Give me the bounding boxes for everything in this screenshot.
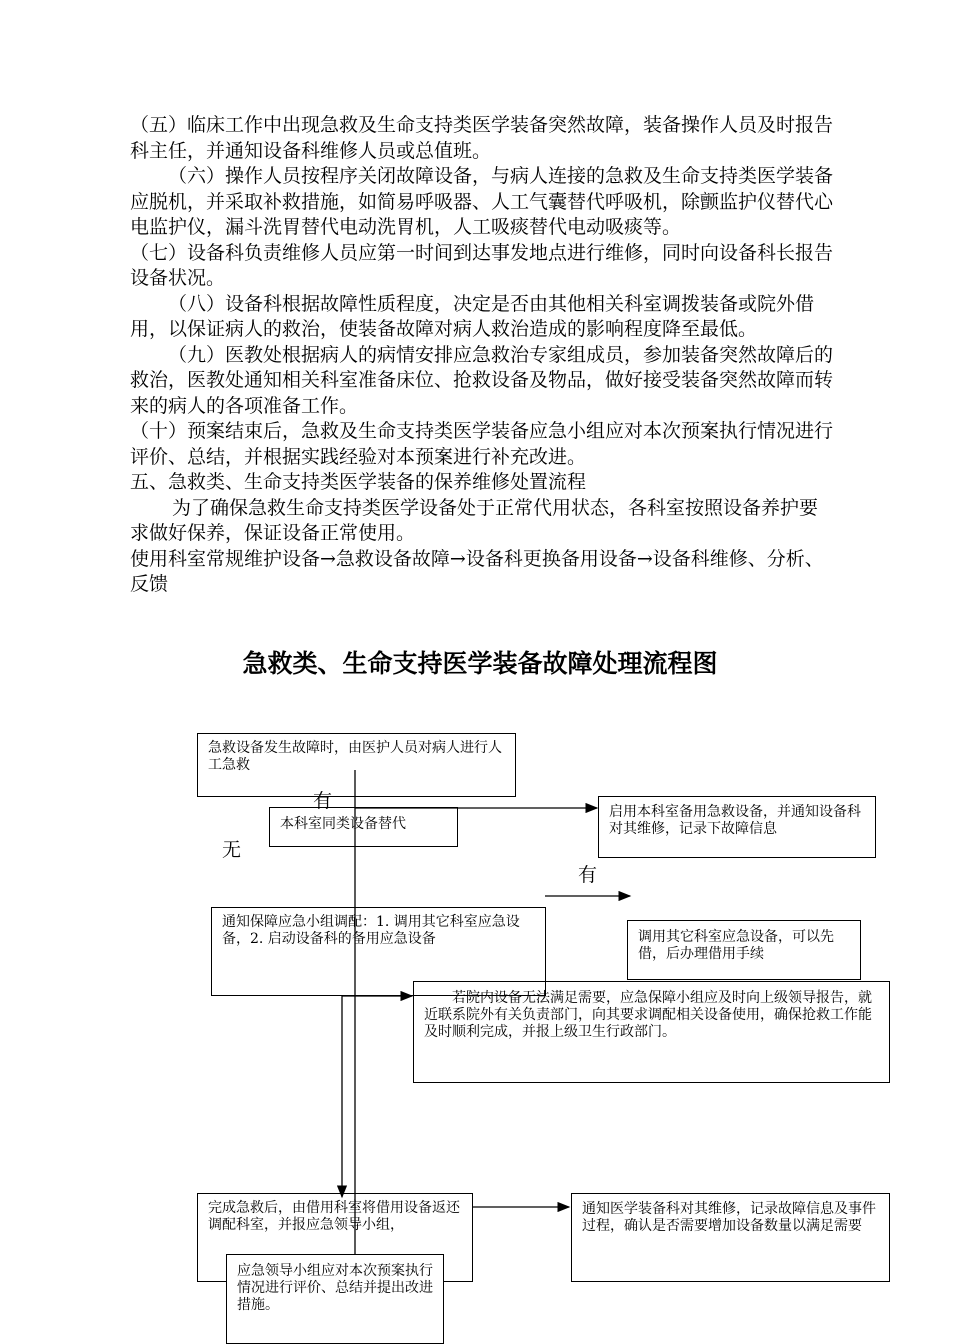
flow-box-notify-emergency-team: 通知保障应急小组调配：1. 调用其它科室应急设备，2. 启动设备科的备用应急设备 xyxy=(211,907,546,996)
flow-box-emergency-rescue: 急救设备发生故障时，由医护人员对病人进行人工急救 xyxy=(197,733,516,797)
flowchart-title: 急救类、生命支持医学装备故障处理流程图 xyxy=(242,649,718,678)
flow-box-return-equipment: 完成急救后，由借用科室将借用设备返还调配科室，并报应急领导小组， xyxy=(197,1193,473,1282)
paragraph-9: （九）医教处根据病人的病情安排应急救治专家组成员，参加装备突然故障后的救治，医教处通知相关科室准备床位、抢救设备及物品，做好接受装备突然故障而转来的病人的各项准备工作。 xyxy=(130,343,834,417)
paragraph-6: （六）操作人员按程序关闭故障设备，与病人连接的急救及生命支持类医学装备应脱机，并采取补救措施，如简易呼吸器、人工气囊替代呼吸机，除颤监护仪替代心电监护仪，漏斗洗胃替代电动洗胃机，人工吸痰替代电动吸痰等。 xyxy=(130,165,834,238)
section-heading-5: 五、急救类、生命支持类医学装备的保养维修处置流程 xyxy=(130,471,587,493)
flow-box-evaluation: 应急领导小组应对本次预案执行情况进行评价、总结并提出改进措施。 xyxy=(226,1254,444,1344)
flow-box-backup-device: 启用本科室备用急救设备，并通知设备科对其维修，记录下故障信息 xyxy=(598,796,876,858)
paragraph-5: （五）临床工作中出现急救及生命支持类医学装备突然故障，装备操作人员及时报告科主任，并通知设备科维修人员或总值班。 xyxy=(130,114,834,162)
flow-box-same-dept-replacement: 本科室同类设备替代 xyxy=(269,807,458,847)
branch-label-wu: 无 xyxy=(222,839,242,861)
branch-label-you-top: 有 xyxy=(313,790,333,812)
flow-box-borrow-other-dept: 调用其它科室应急设备，可以先借，后办理借用手续 xyxy=(627,920,861,980)
flow-box-external-request: 若院内设备无法满足需要，应急保障小组应及时向上级领导报告，就近联系院外有关负责部门，向其要求调配相关设备使用，确保抢救工作能及时顺利完成，并报上级卫生行政部门。 xyxy=(413,981,890,1083)
branch-label-you-mid: 有 xyxy=(578,864,598,886)
paragraph-10: （十）预案结束后，急救及生命支持类医学装备应急小组应对本次预案执行情况进行评价、总结，并根据实践经验对本预案进行补充改进。 xyxy=(130,420,834,468)
flow-box-repair-record: 通知医学装备科对其维修，记录故障信息及事件过程，确认是否需要增加设备数量以满足需要 xyxy=(571,1193,890,1282)
paragraph-maintenance: 为了确保急救生命支持类医学设备处于正常代用状态，各科室按照设备养护要求做好保养，保证设备正常使用。 xyxy=(130,496,819,544)
paragraph-7: （七）设备科负责维修人员应第一时间到达事发地点进行维修，同时向设备科长报告设备状况。 xyxy=(130,241,834,289)
paragraph-8: （八）设备科根据故障性质程度，决定是否由其他相关科室调拨装备或院外借用，以保证病人的救治，使装备故障对病人救治造成的影响程度降至最低。 xyxy=(130,292,815,340)
paragraph-process: 使用科室常规维护设备→急救设备故障→设备科更换备用设备→设备科维修、分析、反馈 xyxy=(130,547,824,595)
